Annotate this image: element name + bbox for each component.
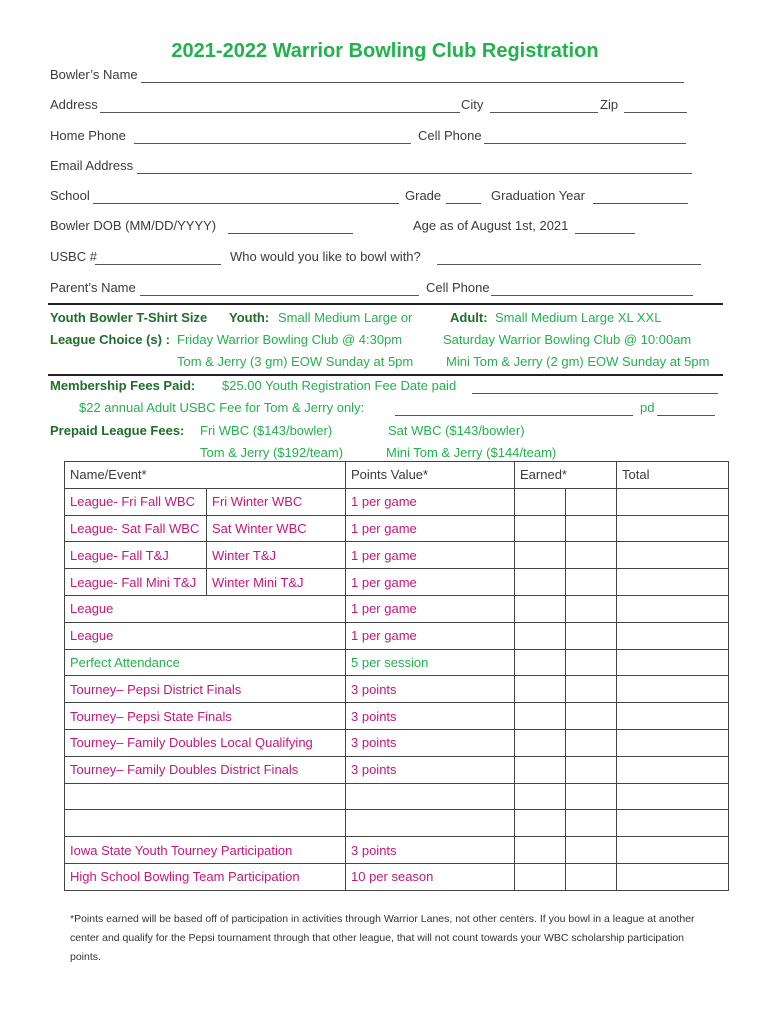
total-cell[interactable] [617,676,729,703]
earned-cell-1[interactable] [515,595,566,622]
bowler-name-field[interactable] [141,82,684,83]
event-name: League [65,622,346,649]
adult-label: Adult: [450,310,488,325]
email-field[interactable] [137,173,692,174]
school-label: School [50,188,90,203]
points-value: 10 per season [346,863,515,890]
table-row [65,676,729,703]
usbc-fee-field[interactable] [395,415,633,416]
header-earned: Earned* [515,462,617,489]
earned-cell-1[interactable] [515,729,566,756]
email-label: Email Address [50,158,134,173]
earned-cell-1[interactable] [515,810,566,837]
parent-cell-label: Cell Phone [426,280,490,295]
bowl-with-label: Who would you like to bowl with? [230,249,421,264]
earned-cell-1[interactable] [515,783,566,810]
event-name: Perfect Attendance [65,649,346,676]
bowler-name-label: Bowler’s Name [50,67,138,82]
table-row [65,703,729,730]
usbc-label: USBC # [50,249,97,264]
table-row [65,488,729,515]
graduation-year-field[interactable] [593,203,688,204]
points-value: 3 points [346,676,515,703]
earned-cell-1[interactable] [515,863,566,890]
points-value [346,783,515,810]
earned-cell-2[interactable] [566,703,617,730]
form-title: 2021-2022 Warrior Bowling Club Registration [171,40,599,62]
earned-cell-2[interactable] [566,542,617,569]
points-table [64,461,729,891]
event-name: Tourney– Family Doubles Local Qualifying [65,729,346,756]
table-row [65,837,729,864]
earned-cell-2[interactable] [566,595,617,622]
points-value: 3 points [346,837,515,864]
age-field[interactable] [575,233,635,234]
table-row [65,569,729,596]
earned-cell-1[interactable] [515,622,566,649]
pd-label: pd [640,400,655,415]
prepaid-tom-jerry[interactable]: Tom & Jerry ($192/team) [200,445,344,460]
total-cell[interactable] [617,569,729,596]
school-field[interactable] [93,203,399,204]
event-name-winter: Winter T&J [207,542,346,569]
table-row [65,515,729,542]
footnote: *Points earned will be based off of participation in activities through Warrior Lanes, not other centers. If you bowl in a league at another center and qualify for the Pepsi tournament through that other league, that will not count towards your WBC scholarship participation points. [70,913,695,963]
total-cell[interactable] [617,703,729,730]
league-option-mini-tom-jerry[interactable]: Mini Tom & Jerry (2 gm) EOW Sunday at 5pm [446,354,710,369]
earned-cell-2[interactable] [566,649,617,676]
event-name-winter: Winter Mini T&J [207,569,346,596]
earned-cell-2[interactable] [566,863,617,890]
earned-cell-1[interactable] [515,569,566,596]
home-phone-label: Home Phone [50,128,126,143]
city-label: City [461,97,484,112]
points-value: 1 per game [346,515,515,542]
table-row [65,542,729,569]
event-name-winter: Sat Winter WBC [207,515,346,542]
table-row [65,595,729,622]
grade-field[interactable] [446,203,481,204]
earned-cell-1[interactable] [515,703,566,730]
adult-sizes[interactable]: Small Medium Large XL XXL [495,310,662,325]
address-field[interactable] [100,112,460,113]
total-cell[interactable] [617,756,729,783]
tshirt-label: Youth Bowler T-Shirt Size [50,310,208,325]
points-value: 5 per session [346,649,515,676]
event-name-fall: League- Sat Fall WBC [65,515,207,542]
earned-cell-2[interactable] [566,676,617,703]
earned-cell-1[interactable] [515,515,566,542]
earned-cell-2[interactable] [566,569,617,596]
usbc-field[interactable] [95,264,221,265]
event-name: Tourney– Pepsi District Finals [65,676,346,703]
total-cell[interactable] [617,488,729,515]
header-total: Total [617,462,729,489]
points-value: 3 points [346,756,515,783]
total-cell[interactable] [617,729,729,756]
prepaid-mini-tom-jerry[interactable]: Mini Tom & Jerry ($144/team) [386,445,557,460]
table-row [65,649,729,676]
earned-cell-1[interactable] [515,542,566,569]
dob-label: Bowler DOB (MM/DD/YYYY) [50,218,217,233]
total-cell[interactable] [617,837,729,864]
date-paid-field[interactable] [472,393,718,394]
divider-top [48,303,723,305]
prepaid-fri-wbc[interactable]: Fri WBC ($143/bowler) [200,423,333,438]
event-name-winter: Fri Winter WBC [207,488,346,515]
points-value: 1 per game [346,622,515,649]
total-cell[interactable] [617,783,729,810]
event-name [65,783,346,810]
points-value: 3 points [346,703,515,730]
league-option-tom-jerry[interactable]: Tom & Jerry (3 gm) EOW Sunday at 5pm [177,354,414,369]
event-name: Tourney– Family Doubles District Finals [65,756,346,783]
event-name: Iowa State Youth Tourney Participation [65,837,346,864]
divider-middle [48,374,723,376]
membership-fees-label: Membership Fees Paid: [50,378,196,393]
total-cell[interactable] [617,622,729,649]
header-points-value: Points Value* [346,462,515,489]
parent-name-label: Parent’s Name [50,280,136,295]
city-field[interactable] [490,112,598,113]
points-value: 1 per game [346,595,515,622]
earned-cell-2[interactable] [566,810,617,837]
graduation-year-label: Graduation Year [491,188,585,203]
age-label: Age as of August 1st, 2021 [413,218,569,233]
total-cell[interactable] [617,515,729,542]
home-phone-field[interactable] [134,143,411,144]
event-name [65,810,346,837]
table-row [65,783,729,810]
youth-label: Youth: [229,310,270,325]
earned-cell-1[interactable] [515,676,566,703]
points-value: 1 per game [346,569,515,596]
event-name: League [65,595,346,622]
zip-field[interactable] [624,112,687,113]
league-option-saturday[interactable]: Saturday Warrior Bowling Club @ 10:00am [443,332,692,347]
cell-phone-label: Cell Phone [418,128,482,143]
event-name: High School Bowling Team Participation [65,863,346,890]
youth-sizes[interactable]: Small Medium Large or [278,310,413,325]
table-row [65,863,729,890]
table-header-row [65,462,729,489]
event-name-fall: League- Fall T&J [65,542,207,569]
table-row [65,729,729,756]
total-cell[interactable] [617,863,729,890]
bowl-with-field[interactable] [437,264,701,265]
cell-phone-field[interactable] [484,143,686,144]
total-cell[interactable] [617,649,729,676]
dob-field[interactable] [228,233,353,234]
earned-cell-2[interactable] [566,488,617,515]
earned-cell-2[interactable] [566,729,617,756]
earned-cell-1[interactable] [515,756,566,783]
earned-cell-2[interactable] [566,622,617,649]
table-row [65,756,729,783]
points-value: 1 per game [346,488,515,515]
event-name-fall: League- Fri Fall WBC [65,488,207,515]
parent-cell-field[interactable] [491,295,693,296]
table-row [65,622,729,649]
parent-name-field[interactable] [140,295,419,296]
prepaid-sat-wbc[interactable]: Sat WBC ($143/bowler) [388,423,525,438]
earned-cell-2[interactable] [566,515,617,542]
earned-cell-2[interactable] [566,783,617,810]
pd-field[interactable] [657,415,715,416]
earned-cell-1[interactable] [515,837,566,864]
league-option-friday[interactable]: Friday Warrior Bowling Club @ 4:30pm [177,332,403,347]
grade-label: Grade [405,188,442,203]
zip-label: Zip [600,97,619,112]
points-value: 1 per game [346,542,515,569]
points-value [346,810,515,837]
points-value: 3 points [346,729,515,756]
header-name-event: Name/Event* [65,462,346,489]
usbc-fee-text: $22 annual Adult USBC Fee for Tom & Jerry only: [79,400,365,415]
event-name-fall: League- Fall Mini T&J [65,569,207,596]
earned-cell-2[interactable] [566,756,617,783]
earned-cell-1[interactable] [515,649,566,676]
address-label: Address [50,97,98,112]
total-cell[interactable] [617,542,729,569]
earned-cell-2[interactable] [566,837,617,864]
earned-cell-1[interactable] [515,488,566,515]
registration-fee-text: $25.00 Youth Registration Fee Date paid [222,378,457,393]
event-name: Tourney– Pepsi State Finals [65,703,346,730]
league-choice-label: League Choice (s) : [50,332,170,347]
prepaid-fees-label: Prepaid League Fees: [50,423,185,438]
total-cell[interactable] [617,810,729,837]
total-cell[interactable] [617,595,729,622]
table-row [65,810,729,837]
